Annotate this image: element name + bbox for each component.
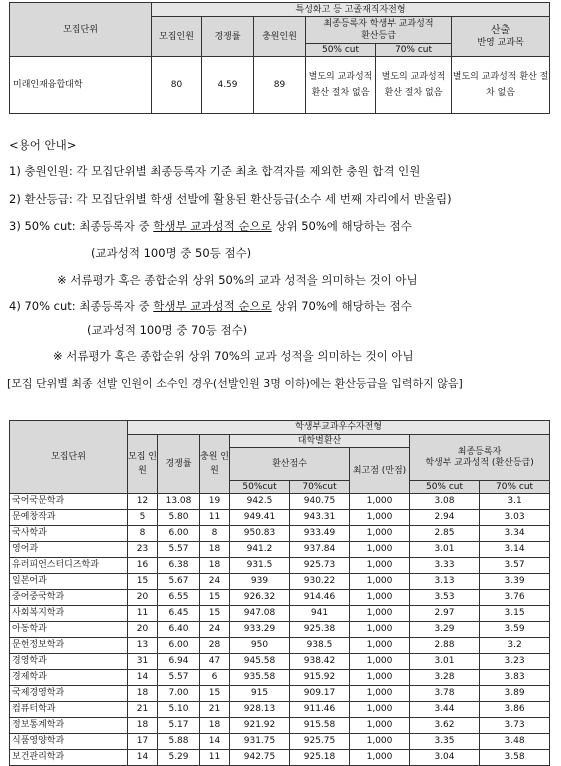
cell-g50: 2.94 — [410, 510, 480, 526]
cell-max: 1,000 — [350, 558, 410, 574]
cell-name: 국제경영학과 — [10, 686, 128, 702]
cell-rate: 13.08 — [158, 494, 200, 510]
cell-extra: 18 — [200, 718, 230, 734]
cell-s70: 914.46 — [290, 590, 350, 606]
table-row — [10, 622, 550, 638]
cell-quota: 12 — [128, 494, 158, 510]
cell-g70: 3.76 — [480, 590, 550, 606]
cell-rate: 5.10 — [158, 702, 200, 718]
table-row — [10, 574, 550, 590]
cell-max: 1,000 — [350, 718, 410, 734]
cell-g70: 3.03 — [480, 510, 550, 526]
cell-name: 문예창작과 — [10, 510, 128, 526]
header-50cut: 50% cut — [306, 44, 376, 57]
cell-rate: 5.88 — [158, 734, 200, 750]
cell-quota: 23 — [128, 542, 158, 558]
cell-quota: 8 — [128, 526, 158, 542]
header-final-line1: 최종등록자 — [457, 446, 502, 457]
note-2: 2) 환산등급: 각 모집단위별 학생 선발에 활용된 환산등급(소수 세 번째 자리에서 반올림) — [9, 192, 452, 206]
header-final-grade-line1: 최종등록자 학생부 교과성적 — [323, 19, 434, 29]
cell-name: 중어중국학과 — [10, 590, 128, 606]
cell-g70: 3.39 — [480, 574, 550, 590]
cell-g50: 3.44 — [410, 702, 480, 718]
table-row — [10, 526, 550, 542]
cell-max: 1,000 — [350, 542, 410, 558]
cell-max: 1,000 — [350, 510, 410, 526]
cell-rate: 6.45 — [158, 606, 200, 622]
cell-g50: 3.62 — [410, 718, 480, 734]
header-quota: 모집 인원 — [128, 435, 158, 494]
cell-name: 일본어과 — [10, 574, 128, 590]
note-3-star: ※ 서류평가 혹은 종합순위 상위 50%의 교과 성적을 의미하는 것이 아님 — [57, 273, 418, 287]
cell-g50: 3.08 — [410, 494, 480, 510]
cell-rate: 5.80 — [158, 510, 200, 526]
cell-extra: 28 — [200, 638, 230, 654]
cell-g70: 3.1 — [480, 494, 550, 510]
note-4-b: 상위 70%에 해당하는 점수 — [271, 299, 412, 313]
cell-rate: 7.00 — [158, 686, 200, 702]
cell-max: 1,000 — [350, 686, 410, 702]
cell-g70: 3.2 — [480, 638, 550, 654]
note-4-underline: 학생부 교과성적 순으로 — [153, 299, 272, 313]
cell-quota: 21 — [128, 702, 158, 718]
cell-quota: 31 — [128, 654, 158, 670]
cell-name: 경제학과 — [10, 670, 128, 686]
cell-s50: 942.75 — [230, 750, 290, 766]
table-row — [10, 542, 550, 558]
cell-g70: 3.23 — [480, 654, 550, 670]
notes-heading: <용어 안내> — [9, 138, 77, 152]
cell-s70: 925.18 — [290, 750, 350, 766]
cell-g70: 3.83 — [480, 670, 550, 686]
cell-max: 1,000 — [350, 622, 410, 638]
cell-s50: 950 — [230, 638, 290, 654]
cell-s50: 931.75 — [230, 734, 290, 750]
cell-name: 경영학과 — [10, 654, 128, 670]
note-4-star: ※ 서류평가 혹은 종합순위 상위 70%의 교과 성적을 의미하는 것이 아님 — [53, 349, 414, 363]
cell-name: 식품영양학과 — [10, 734, 128, 750]
cell-name: 컴퓨터학과 — [10, 702, 128, 718]
cell-g70: 3.58 — [480, 750, 550, 766]
cell-s70: 925.38 — [290, 622, 350, 638]
cell-s50: 942.5 — [230, 494, 290, 510]
cell-extra: 8 — [200, 526, 230, 542]
cell-rate: 5.57 — [158, 542, 200, 558]
header-calc-line2: 반영 교과목 — [477, 37, 524, 48]
cell-g70: 3.89 — [480, 686, 550, 702]
cell-extra: 11 — [200, 750, 230, 766]
cell-s50: 933.29 — [230, 622, 290, 638]
cell-extra: 15 — [200, 590, 230, 606]
cell-rate: 6.00 — [158, 526, 200, 542]
cell-s50: 926.32 — [230, 590, 290, 606]
cell-g50: 2.85 — [410, 526, 480, 542]
cell-max: 1,000 — [350, 702, 410, 718]
cell-name: 사회복지학과 — [10, 606, 128, 622]
cell-g50: 2.97 — [410, 606, 480, 622]
cell-g50: 3.01 — [410, 542, 480, 558]
note-3-underline: 학생부 교과성적 순으로 — [153, 219, 272, 233]
cell-s50: 945.58 — [230, 654, 290, 670]
cell-s70: 909.17 — [290, 686, 350, 702]
cell-extra: 15 — [200, 606, 230, 622]
cell-g70: 3.57 — [480, 558, 550, 574]
cell-s70: 943.31 — [290, 510, 350, 526]
header-rate: 경쟁률 — [202, 17, 254, 57]
cell-s50: 941.2 — [230, 542, 290, 558]
note-bracket: [모집 단위별 최종 선발 인원이 소수인 경우(선발인원 3명 이하)에는 환산등급을 입력하지 않음] — [7, 377, 463, 390]
table-row — [10, 702, 550, 718]
table-row — [10, 654, 550, 670]
cell-g50: 3.33 — [410, 558, 480, 574]
table-row — [10, 590, 550, 606]
cell-g70: 3.59 — [480, 622, 550, 638]
cell-quota: 14 — [128, 670, 158, 686]
header-final-line2: 학생부 교과성적 (환산등급) — [425, 457, 534, 468]
cell-quota: 5 — [128, 510, 158, 526]
cell-s70: 925.75 — [290, 734, 350, 750]
header-final-grade — [306, 17, 452, 44]
cell-g50: 3.01 — [410, 654, 480, 670]
cell-quota: 15 — [128, 574, 158, 590]
cell-s70: 933.49 — [290, 526, 350, 542]
header-quota: 모집인원 — [152, 17, 202, 57]
cell-rate: 6.38 — [158, 558, 200, 574]
header-unit: 모집단위 — [10, 3, 152, 57]
cell-extra: 21 — [200, 702, 230, 718]
cell-extra: 14 — [200, 734, 230, 750]
cell-rate: 6.94 — [158, 654, 200, 670]
table-row — [10, 750, 550, 766]
cell-s70: 925.73 — [290, 558, 350, 574]
cell-g50: 3.04 — [410, 750, 480, 766]
row-50cut: 별도의 교과성적 환산 절차 없음 — [306, 57, 376, 114]
row-unit: 미래인재융합대학 — [10, 57, 152, 114]
cell-extra: 11 — [200, 510, 230, 526]
table-special-admission — [9, 2, 550, 114]
table-row — [10, 558, 550, 574]
cell-rate: 6.40 — [158, 622, 200, 638]
row-calc: 별도의 교과성적 환산 절차 없음 — [452, 57, 550, 114]
row-70cut: 별도의 교과성적 환산 절차 없음 — [376, 57, 452, 114]
header-calc-subjects — [452, 17, 550, 57]
table-body — [10, 494, 550, 766]
header-final-grade — [410, 435, 550, 481]
cell-s70: 940.75 — [290, 494, 350, 510]
header-score-70cut: 70%cut — [290, 481, 350, 494]
cell-s70: 930.22 — [290, 574, 350, 590]
cell-quota: 20 — [128, 622, 158, 638]
row-quota: 80 — [152, 57, 202, 114]
cell-s50: 928.13 — [230, 702, 290, 718]
cell-s50: 915 — [230, 686, 290, 702]
cell-max: 1,000 — [350, 638, 410, 654]
note-3-a: 3) 50% cut: 최종등록자 중 — [9, 219, 154, 233]
header-univ-calc: 대학별환산 — [230, 435, 410, 448]
cell-name: 유러피언스터디즈학과 — [10, 558, 128, 574]
note-3 — [9, 218, 554, 234]
cell-name: 정보통계학과 — [10, 718, 128, 734]
cell-max: 1,000 — [350, 606, 410, 622]
cell-quota: 14 — [128, 750, 158, 766]
cell-g70: 3.86 — [480, 702, 550, 718]
cell-quota: 20 — [128, 590, 158, 606]
cell-g50: 3.35 — [410, 734, 480, 750]
cell-g50: 3.29 — [410, 622, 480, 638]
row-extra: 89 — [254, 57, 306, 114]
cell-s70: 915.58 — [290, 718, 350, 734]
cell-extra: 18 — [200, 558, 230, 574]
table-row — [10, 670, 550, 686]
table-row — [10, 686, 550, 702]
header-rate: 경쟁률 — [158, 435, 200, 494]
note-1: 1) 충원인원: 각 모집단위별 최종등록자 기준 최초 합격자를 제외한 충원 합격 인원 — [9, 164, 421, 178]
cell-max: 1,000 — [350, 654, 410, 670]
header-score-50cut: 50%cut — [230, 481, 290, 494]
cell-max: 1,000 — [350, 574, 410, 590]
cell-s70: 941 — [290, 606, 350, 622]
cell-extra: 24 — [200, 574, 230, 590]
cell-s50: 931.5 — [230, 558, 290, 574]
header-group-title: 특성화고 등 고졸재직자전형 — [152, 3, 550, 17]
cell-max: 1,000 — [350, 526, 410, 542]
cell-quota: 18 — [128, 686, 158, 702]
table-row — [10, 494, 550, 510]
header-calc-line1: 산출 — [490, 24, 511, 36]
cell-g50: 3.53 — [410, 590, 480, 606]
cell-name: 국사학과 — [10, 526, 128, 542]
cell-quota: 18 — [128, 718, 158, 734]
cell-rate: 6.55 — [158, 590, 200, 606]
cell-extra: 6 — [200, 670, 230, 686]
header-score: 환산점수 — [230, 448, 350, 481]
header-group-title: 학생부교과우수자전형 — [128, 421, 550, 435]
cell-max: 1,000 — [350, 494, 410, 510]
cell-s70: 911.46 — [290, 702, 350, 718]
cell-max: 1,000 — [350, 590, 410, 606]
cell-extra: 15 — [200, 686, 230, 702]
table-row — [10, 734, 550, 750]
table-row — [10, 638, 550, 654]
cell-s70: 938.5 — [290, 638, 350, 654]
cell-s50: 935.58 — [230, 670, 290, 686]
cell-quota: 17 — [128, 734, 158, 750]
cell-quota: 16 — [128, 558, 158, 574]
cell-s50: 939 — [230, 574, 290, 590]
cell-max: 1,000 — [350, 750, 410, 766]
cell-name: 문헌정보학과 — [10, 638, 128, 654]
table-row — [10, 510, 550, 526]
header-grade-70cut: 70% cut — [480, 481, 550, 494]
cell-g70: 3.73 — [480, 718, 550, 734]
header-final-grade-line2: 환산등급 — [361, 31, 396, 41]
note-4-sub: (교과성적 100명 중 70등 점수) — [87, 323, 248, 337]
table-grade-admission — [9, 420, 550, 766]
cell-name: 영어과 — [10, 542, 128, 558]
cell-g50: 3.13 — [410, 574, 480, 590]
cell-g50: 3.28 — [410, 670, 480, 686]
cell-quota: 11 — [128, 606, 158, 622]
note-3-b: 상위 50%에 해당하는 점수 — [271, 219, 412, 233]
cell-s70: 938.42 — [290, 654, 350, 670]
cell-name: 아동학과 — [10, 622, 128, 638]
cell-rate: 5.67 — [158, 574, 200, 590]
cell-name: 보건관리학과 — [10, 750, 128, 766]
cell-g70: 3.14 — [480, 542, 550, 558]
cell-g50: 2.88 — [410, 638, 480, 654]
cell-extra: 19 — [200, 494, 230, 510]
cell-g70: 3.15 — [480, 606, 550, 622]
header-70cut: 70% cut — [376, 44, 452, 57]
cell-s50: 950.83 — [230, 526, 290, 542]
cell-s70: 915.92 — [290, 670, 350, 686]
note-3-sub: (교과성적 100명 중 50등 점수) — [91, 246, 252, 260]
cell-rate: 5.29 — [158, 750, 200, 766]
note-4 — [9, 298, 554, 314]
header-extra: 충원 인원 — [200, 435, 230, 494]
cell-extra: 18 — [200, 542, 230, 558]
header-unit: 모집단위 — [10, 421, 128, 494]
cell-rate: 5.57 — [158, 670, 200, 686]
cell-max: 1,000 — [350, 670, 410, 686]
row-rate: 4.59 — [202, 57, 254, 114]
header-max: 최고점 (만점) — [350, 448, 410, 494]
cell-s50: 947.08 — [230, 606, 290, 622]
cell-g70: 3.34 — [480, 526, 550, 542]
cell-s70: 937.84 — [290, 542, 350, 558]
table-row — [10, 606, 550, 622]
cell-rate: 5.17 — [158, 718, 200, 734]
cell-max: 1,000 — [350, 734, 410, 750]
cell-s50: 921.92 — [230, 718, 290, 734]
cell-quota: 13 — [128, 638, 158, 654]
cell-extra: 47 — [200, 654, 230, 670]
cell-g70: 3.48 — [480, 734, 550, 750]
header-grade-50cut: 50% cut — [410, 481, 480, 494]
cell-extra: 24 — [200, 622, 230, 638]
header-extra: 충원인원 — [254, 17, 306, 57]
table-row — [10, 718, 550, 734]
cell-s50: 949.41 — [230, 510, 290, 526]
note-4-a: 4) 70% cut: 최종등록자 중 — [9, 299, 154, 313]
cell-name: 국어국문학과 — [10, 494, 128, 510]
cell-g50: 3.78 — [410, 686, 480, 702]
cell-rate: 6.00 — [158, 638, 200, 654]
